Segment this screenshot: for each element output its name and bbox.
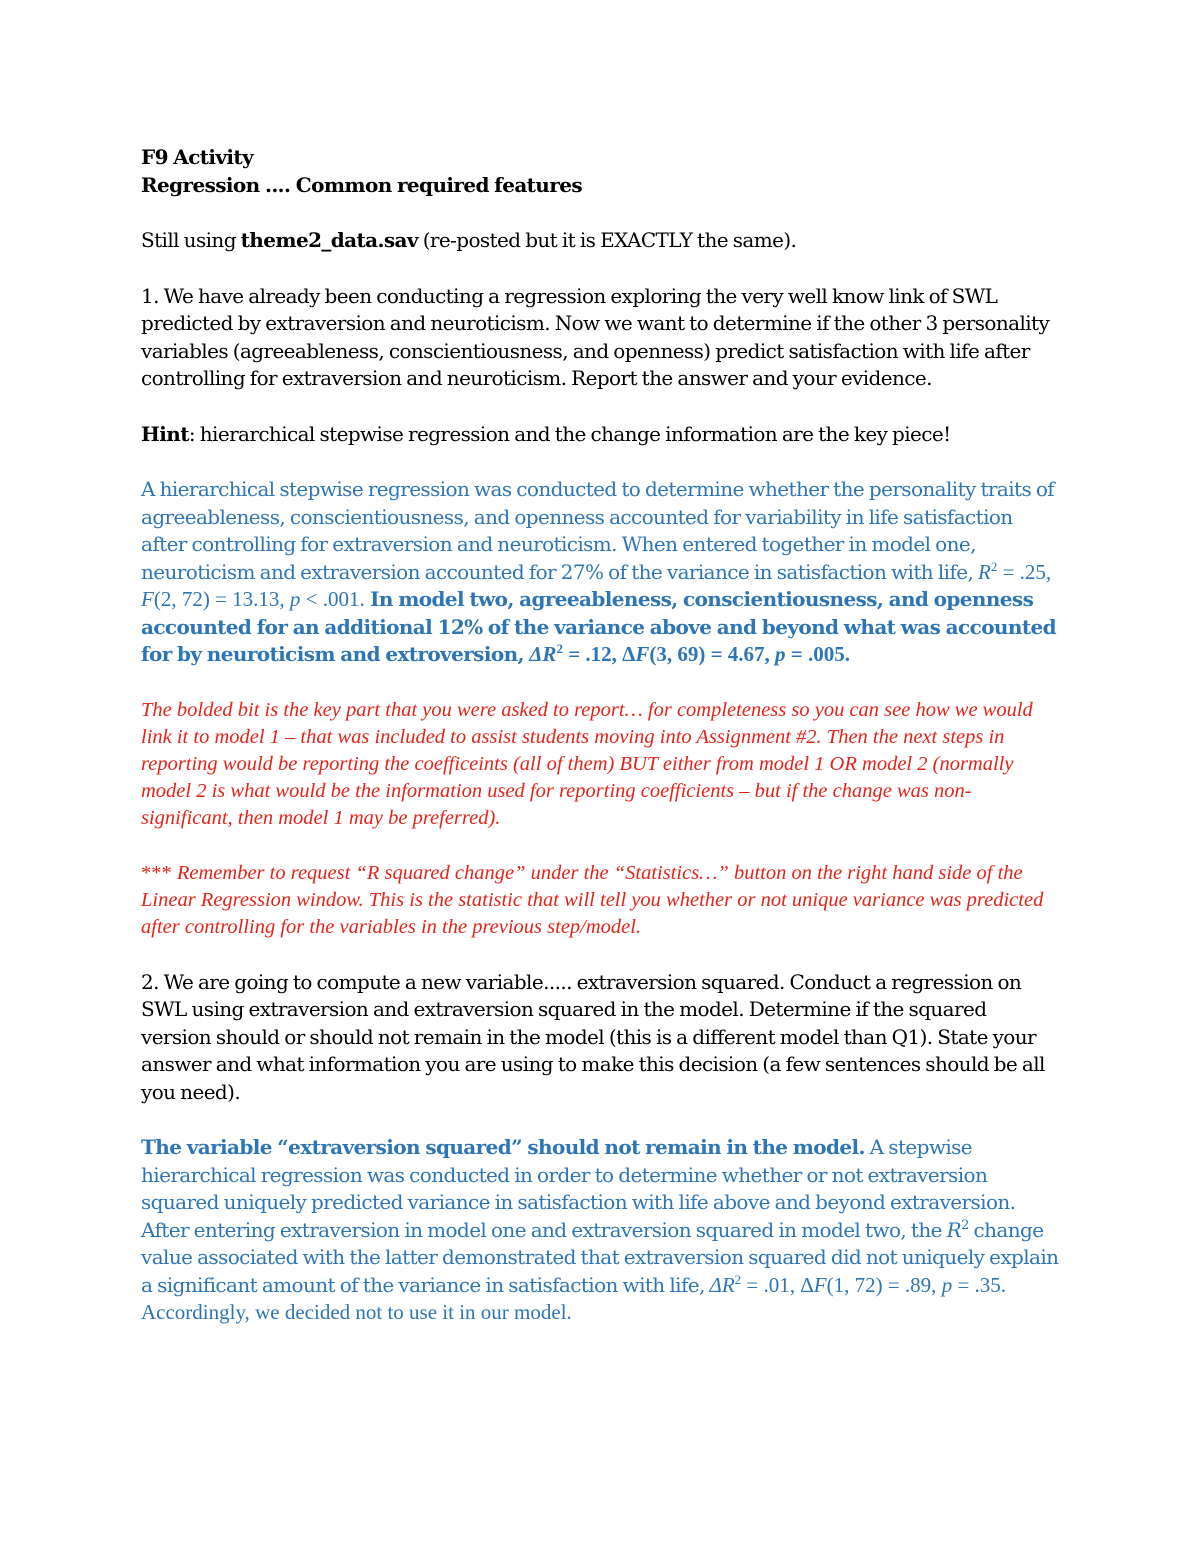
intro-post: (re-posted but it is EXACTLY the same). bbox=[417, 228, 797, 252]
stats-segment: = .25, bbox=[997, 559, 1052, 584]
p-symbol: p bbox=[941, 1272, 953, 1297]
squared-sup: 2 bbox=[990, 558, 998, 574]
r-symbol: R bbox=[946, 1217, 962, 1242]
data-file-name: theme2_data.sav bbox=[240, 228, 418, 252]
key-result-stats bbox=[529, 642, 850, 666]
note-stars: *** bbox=[141, 861, 172, 884]
hint-line bbox=[141, 421, 1060, 449]
stats-segment: = .01, Δ bbox=[741, 1272, 814, 1297]
squared-sup: 2 bbox=[961, 1217, 969, 1233]
question-1: 1. We have already been conducting a regression exploring the very well know link of SWL predicted by extraversion and neuroticism. Now we want to determine if the other 3 personality variables (agreeableness, conscientiousness, and openness) predict satisfaction with life after controlling for extraversion and neuroticism. Report the answer and your evidence. bbox=[141, 283, 1050, 390]
instructor-note-1: The bolded bit is the key part that you were asked to report… for completeness so you can see how we would link it to model 1 – that was included to assist students moving into Assignment #2. Then the next steps in reporting would be reporting the coefficeints (all of them) BUT either from model 1 OR model 2 (normally model 2 is what would be the information used for reporting coefficients – but if the change was non-significant, then model 1 may be preferred). bbox=[141, 698, 1033, 829]
page-title: F9 Activity bbox=[141, 145, 254, 169]
answer-2-text: A stepwise hierarchical regression was conducted in order to determine whether or not extraversion squared uniquely predicted variance in satisfaction with life above and beyond extraversion. After entering extraversion in model one and extraversion squared in model two, the bbox=[141, 1135, 1016, 1242]
stats-segment: (1, 72) = .89, bbox=[826, 1272, 942, 1297]
page-subtitle: Regression .... Common required features bbox=[141, 172, 582, 197]
note-2-text: Remember to request “R squared change” under the “Statistics…” button on the right hand side of the Linear Regression window. This is the statistic that will tell you whether or not unique variance was predicted after controlling for the variables in the previous step/model. bbox=[141, 861, 1044, 938]
r-symbol: R bbox=[977, 559, 991, 584]
question-2: 2. We are going to compute a new variable..... extraversion squared. Conduct a regression on SWL using extraversion and extraversion squared in the model. Determine if the squared version should or should not remain in the model (this is a different model than Q1). State your answer and what information you are using to make this decision (a few sentences should be all you need). bbox=[141, 969, 1045, 1104]
stats-segment: (2, 72) = 13.13, bbox=[153, 587, 290, 611]
hint-label: Hint bbox=[141, 421, 189, 446]
instructor-note-2 bbox=[141, 860, 1060, 941]
f-symbol: F bbox=[813, 1272, 827, 1297]
answer-2-conclusion: The variable “extraversion squared” should not remain in the model. bbox=[141, 1135, 865, 1159]
intro-pre: Still using bbox=[141, 228, 241, 252]
stats-segment: (3, 69) = 4.67, bbox=[649, 642, 776, 666]
delta-r-symbol: ΔR bbox=[529, 642, 557, 666]
squared-sup: 2 bbox=[734, 1271, 742, 1287]
f-symbol: F bbox=[141, 587, 154, 611]
delta-r-symbol: ΔR bbox=[709, 1272, 735, 1297]
p-symbol: p bbox=[775, 642, 786, 666]
hint-text: : hierarchical stepwise regression and the change information are the key piece! bbox=[188, 421, 951, 446]
stats-segment: < .001. bbox=[300, 587, 365, 611]
squared-sup: 2 bbox=[556, 641, 563, 656]
f-symbol: F bbox=[635, 642, 650, 666]
answer-2 bbox=[141, 1134, 1060, 1327]
answer-2-text-2: change value associated with the latter demonstrated that extraversion squared did not uniquely explain a significant amount of the variance in satisfaction with life, bbox=[141, 1217, 1059, 1297]
stats-segment: = .005. bbox=[785, 642, 851, 666]
answer-1-intro: A hierarchical stepwise regression was conducted to determine whether the personality traits of agreeableness, conscientiousness, and openness accounted for variability in life satisfaction after controlling for extraversion and neuroticism. When entered together in model one, neuroticism and extraversion accounted for 27% of the variance in satisfaction with life, bbox=[141, 477, 1055, 584]
key-result-text: In model two, agreeableness, conscientiousness, and openness accounted for an additional 12% of the variance above and beyond what was accounted for by neuroticism and extroversion, bbox=[141, 587, 1056, 666]
stats-segment: = .12, Δ bbox=[562, 642, 636, 666]
intro-line bbox=[141, 227, 1060, 255]
answer-1 bbox=[141, 476, 1060, 669]
p-symbol: p bbox=[289, 587, 301, 611]
stats-segment: = .35. Accordingly, we decided not to use it in our model. bbox=[141, 1272, 1007, 1324]
document-body bbox=[141, 144, 1060, 1327]
